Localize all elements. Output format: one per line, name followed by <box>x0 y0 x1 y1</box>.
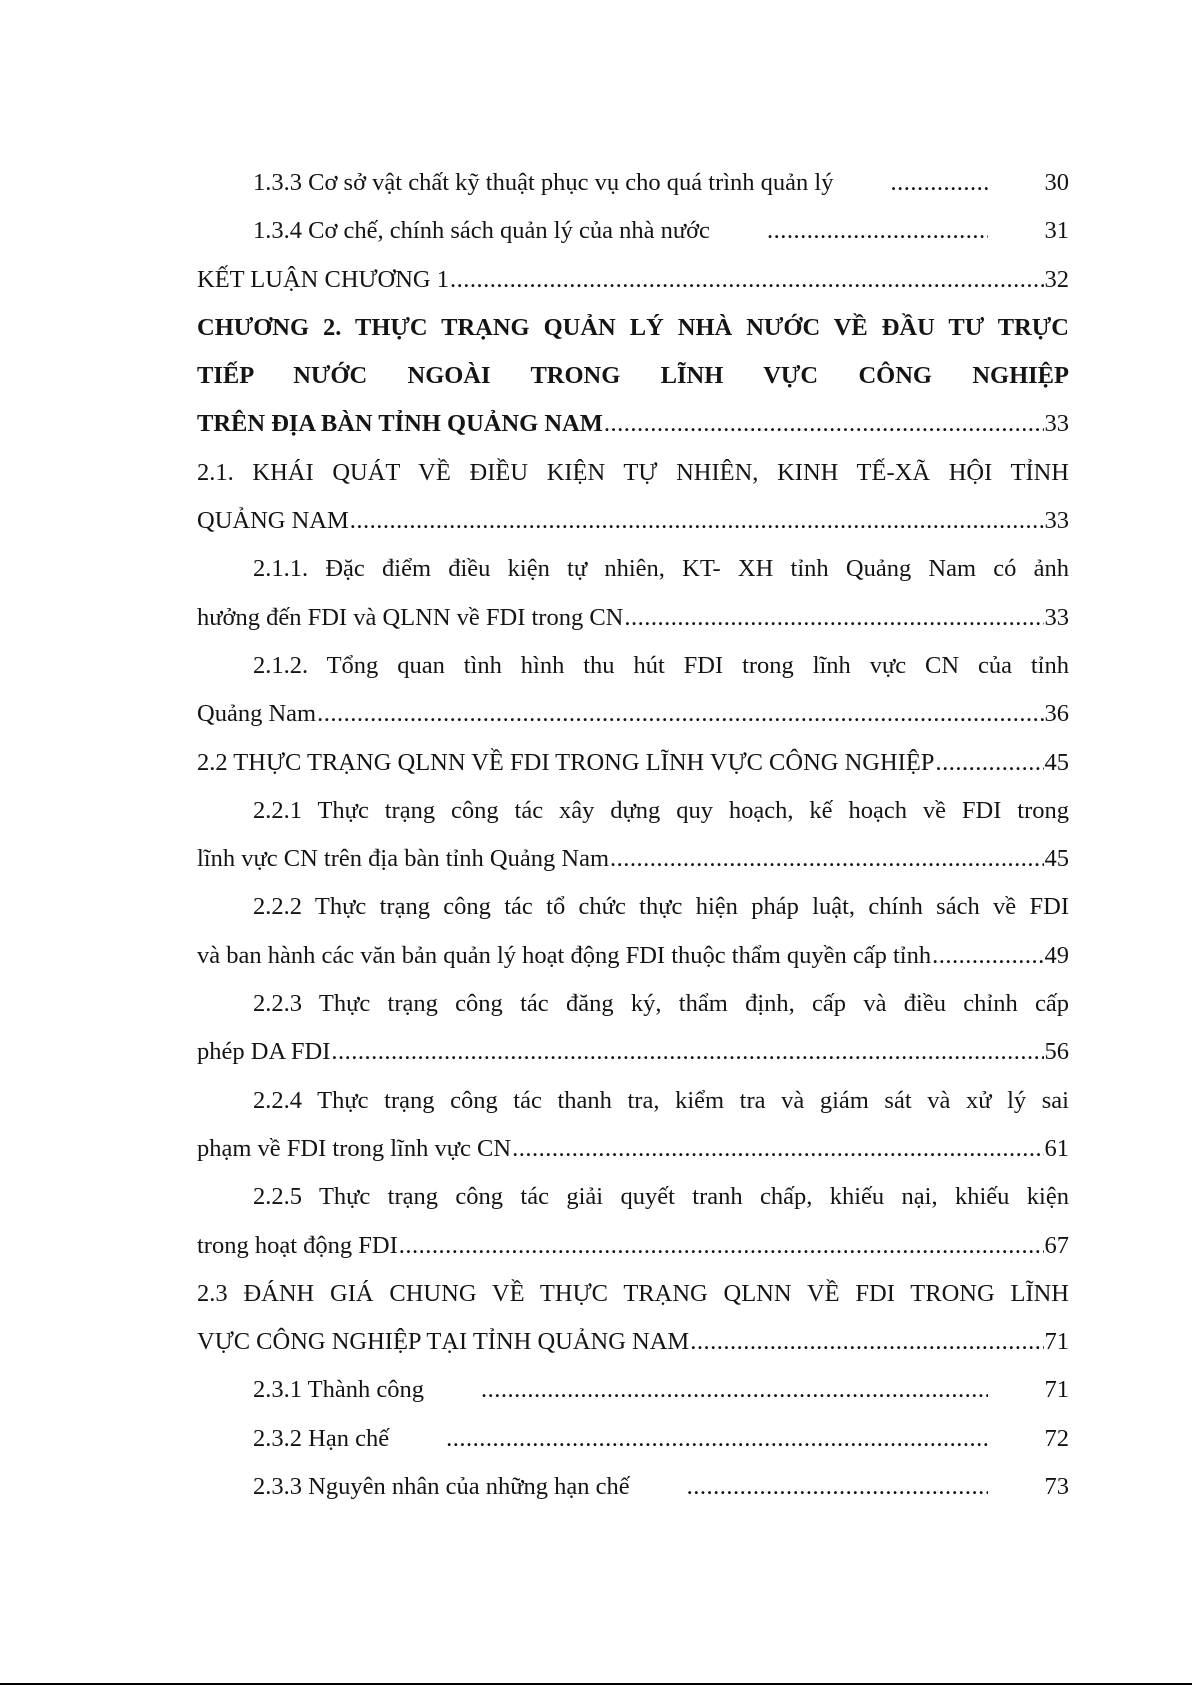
toc-entry-title-lead: 2.2.3 Thực trạng công tác đăng ký, thẩm định, cấp và điều chỉnh cấp <box>253 990 1069 1018</box>
toc-entry-title: phép DA FDI <box>197 1038 331 1066</box>
toc-page-number: 67 <box>1044 1231 1069 1259</box>
toc-entry <box>197 1366 1069 1414</box>
toc-entry-title: 2.2 THỰC TRẠNG QLNN VỀ FDI TRONG LĨNH VỰC CÔNG NGHIỆP <box>197 748 935 776</box>
toc-entry-title: 2.3.3 Nguyên nhân của những hạn chế <box>253 1473 630 1501</box>
toc-page-number: 56 <box>1044 1038 1069 1066</box>
toc-entry <box>197 1463 1069 1511</box>
toc-page-number: 61 <box>1044 1134 1069 1162</box>
toc-page-number: 31 <box>1044 217 1069 245</box>
toc-entry-title: 1.3.3 Cơ sở vật chất kỹ thuật phục vụ cho quá trình quản lý <box>253 169 834 196</box>
toc-leader-dots <box>604 400 1044 448</box>
toc-entry-title: TRÊN ĐỊA BÀN TỈNH QUẢNG NAM <box>197 410 603 438</box>
table-of-contents <box>197 159 1069 1511</box>
toc-entry <box>197 449 1069 546</box>
toc-entry-title-lead: 2.2.5 Thực trạng công tác giải quyết tranh chấp, khiếu nại, khiếu kiện <box>253 1183 1069 1211</box>
toc-entry-title: hưởng đến FDI và QLNN về FDI trong CN <box>197 603 624 631</box>
toc-page-number: 71 <box>1044 1376 1069 1404</box>
toc-leader-dots <box>350 497 1044 545</box>
toc-entry-title: QUẢNG NAM <box>197 507 349 535</box>
toc-page-number: 33 <box>1044 603 1069 631</box>
toc-entry-title-lead: 2.2.2 Thực trạng công tác tổ chức thực hiện pháp luật, chính sách về FDI <box>253 893 1069 921</box>
toc-entry-title: lĩnh vực CN trên địa bàn tỉnh Quảng Nam <box>197 845 610 873</box>
toc-page-number: 72 <box>1044 1424 1069 1452</box>
toc-entry-chapter <box>197 304 1069 449</box>
toc-entry-title: VỰC CÔNG NGHIỆP TẠI TỈNH QUẢNG NAM <box>197 1328 690 1356</box>
toc-entry-title-lead: 2.1.1. Đặc điểm điều kiện tự nhiên, KT- XH tỉnh Quảng Nam có ảnh <box>253 555 1069 583</box>
toc-entry-title-lead: 2.1.2. Tổng quan tình hình thu hút FDI trong lĩnh vực CN của tỉnh <box>253 651 1069 679</box>
toc-entry <box>197 1173 1069 1270</box>
toc-entry <box>197 256 1069 304</box>
toc-entry-title-lead: 2.1. KHÁI QUÁT VỀ ĐIỀU KIỆN TỰ NHIÊN, KINH TẾ-XÃ HỘI TỈNH <box>197 458 1069 486</box>
toc-leader-dots <box>512 1125 1043 1173</box>
toc-entry-title: phạm về FDI trong lĩnh vực CN <box>197 1134 512 1162</box>
toc-entry-title: và ban hành các văn bản quản lý hoạt động FDI thuộc thẩm quyền cấp tỉnh <box>197 941 932 969</box>
toc-entry <box>197 980 1069 1077</box>
toc-leader-dots <box>331 1028 1043 1076</box>
toc-page-number: 33 <box>1044 410 1069 438</box>
toc-leader-dots <box>834 159 987 207</box>
toc-page-number: 33 <box>1044 507 1069 535</box>
toc-entry-title: 1.3.4 Cơ chế, chính sách quản lý của nhà nước <box>253 217 710 245</box>
toc-entry <box>197 739 1069 787</box>
toc-entry-title-lead: 2.3 ĐÁNH GIÁ CHUNG VỀ THỰC TRẠNG QLNN VỀ FDI TRONG LĨNH <box>197 1279 1069 1307</box>
toc-entry-title-lead: 2.2.4 Thực trạng công tác thanh tra, kiểm tra và giám sát và xử lý sai <box>253 1086 1069 1114</box>
toc-entry <box>197 883 1069 980</box>
toc-leader-dots <box>711 207 988 255</box>
toc-page-number: 32 <box>1044 265 1069 293</box>
toc-entry-title: 2.3.1 Thành công <box>253 1376 425 1404</box>
toc-page-number: 73 <box>1044 1473 1069 1501</box>
toc-leader-dots <box>935 739 1043 787</box>
toc-entry <box>197 1270 1069 1367</box>
toc-leader-dots <box>631 1463 988 1511</box>
toc-page-number: 45 <box>1044 845 1069 873</box>
toc-entry <box>197 787 1069 884</box>
toc-leader-dots <box>932 932 1043 980</box>
toc-leader-dots <box>690 1318 1043 1366</box>
toc-leader-dots <box>390 1415 987 1463</box>
toc-page-number: 45 <box>1044 748 1069 776</box>
toc-entry-title: KẾT LUẬN CHƯƠNG 1 <box>197 265 449 293</box>
toc-leader-dots <box>399 1222 1044 1270</box>
toc-entry <box>197 207 1069 255</box>
toc-page-number: 30 <box>1044 169 1069 196</box>
toc-leader-dots <box>624 594 1043 642</box>
toc-entry <box>197 642 1069 739</box>
toc-entry <box>197 159 1069 207</box>
toc-page-number: 49 <box>1044 941 1069 969</box>
toc-leader-dots <box>425 1366 987 1414</box>
toc-entry <box>197 545 1069 642</box>
toc-entry-title: trong hoạt động FDI <box>197 1231 398 1259</box>
toc-entry <box>197 1077 1069 1174</box>
toc-entry <box>197 1415 1069 1463</box>
toc-page-number: 36 <box>1044 700 1069 728</box>
toc-entry-title-lead: CHƯƠNG 2. THỰC TRẠNG QUẢN LÝ NHÀ NƯỚC VỀ ĐẦU TƯ TRỰC TIẾP NƯỚC NGOÀI TRONG LĨNH VỰC CÔNG NGHIỆP <box>197 313 1069 390</box>
toc-leader-dots <box>450 256 1044 304</box>
toc-entry-title: 2.3.2 Hạn chế <box>253 1424 390 1452</box>
toc-entry-title-lead: 2.2.1 Thực trạng công tác xây dựng quy hoạch, kế hoạch về FDI trong <box>253 796 1069 824</box>
toc-page-number: 71 <box>1044 1328 1069 1356</box>
toc-leader-dots <box>610 835 1043 883</box>
toc-entry-title: Quảng Nam <box>197 700 317 728</box>
toc-leader-dots <box>317 690 1043 738</box>
